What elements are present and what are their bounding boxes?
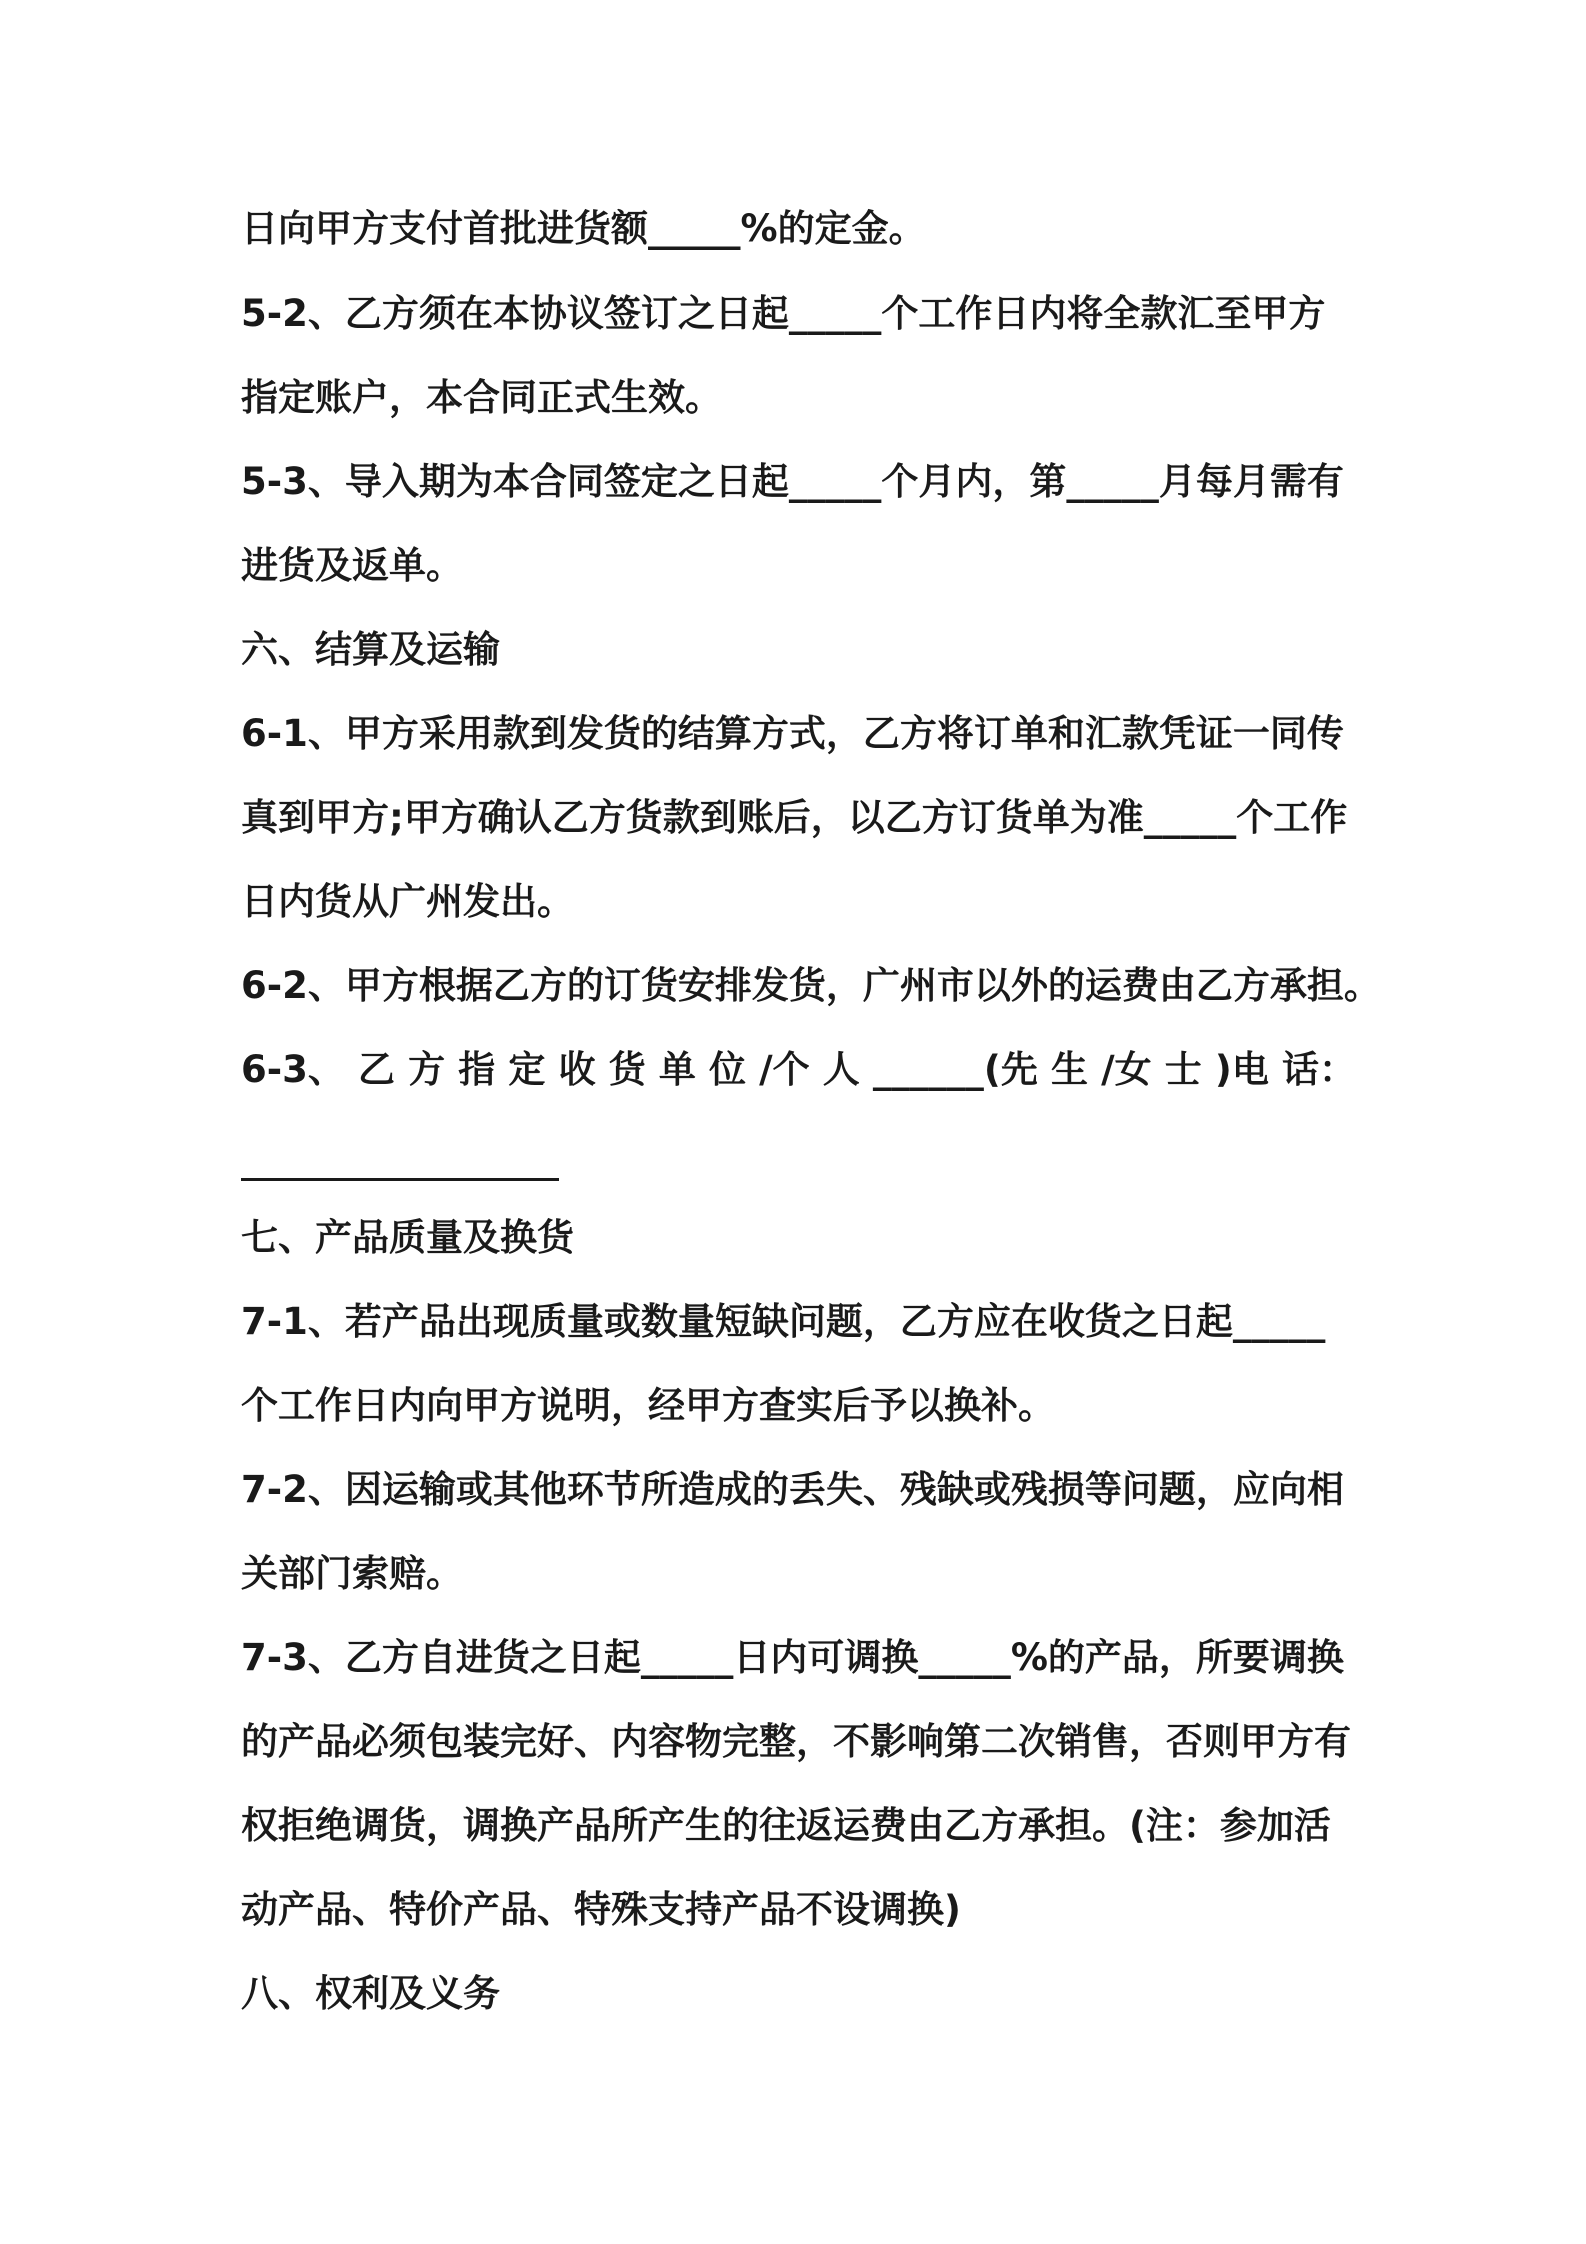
text-fragment: 话： [1281, 1048, 1356, 1091]
text-line: 日内货从广州发出。 [241, 880, 574, 923]
text-line: 6-2、甲方根据乙方的订货安排发货，广州市以外的运费由乙方承担。 [241, 964, 1381, 1007]
section-heading: 六、结算及运输 [241, 628, 500, 671]
text-line: 权拒绝调货，调换产品所产生的往返运费由乙方承担。(注：参加活 [241, 1804, 1331, 1847]
text-fragment: 方 [408, 1048, 446, 1091]
text-line: 个工作日内向甲方说明，经甲方查实后予以换补。 [241, 1384, 1055, 1427]
section-heading: 八、权利及义务 [241, 1972, 500, 2015]
text-fragment: /女 [1101, 1048, 1152, 1091]
text-line: 6-1、甲方采用款到发货的结算方式，乙方将订单和汇款凭证一同传 [241, 712, 1344, 755]
text-fragment: 士 [1164, 1048, 1202, 1091]
text-fragment: 单 [658, 1048, 696, 1091]
text-line: 的产品必须包装完好、内容物完整，不影响第二次销售，否则甲方有 [241, 1720, 1351, 1763]
text-fragment: 位 [708, 1048, 746, 1091]
text-line: 5-3、导入期为本合同签定之日起_____个月内，第_____月每月需有 [241, 460, 1344, 503]
text-fragment: 生 [1050, 1048, 1088, 1091]
text-line: 7-1、若产品出现质量或数量短缺问题，乙方应在收货之日起_____ [241, 1300, 1326, 1343]
text-line: 7-3、乙方自进货之日起_____日内可调换_____%的产品，所要调换 [241, 1636, 1344, 1679]
text-fragment: 收 [558, 1048, 596, 1091]
text-fragment: 货 [608, 1048, 646, 1091]
text-fragment: ______(先 [872, 1048, 1038, 1091]
text-line: 指定账户，本合同正式生效。 [241, 376, 722, 419]
section-heading: 七、产品质量及换货 [241, 1216, 574, 1259]
phone-fill-in-blank [241, 1178, 559, 1181]
text-line: 5-2、乙方须在本协议签订之日起_____个工作日内将全款汇至甲方 [241, 292, 1326, 335]
text-fragment: 定 [508, 1048, 546, 1091]
justified-text-line [241, 1045, 1356, 1095]
text-fragment: )电 [1214, 1048, 1269, 1091]
text-fragment: 6-3、 [241, 1048, 345, 1091]
text-line: 7-2、因运输或其他环节所造成的丢失、残缺或残损等问题，应向相 [241, 1468, 1344, 1511]
text-fragment: /个 [759, 1048, 810, 1091]
text-line: 动产品、特价产品、特殊支持产品不设调换) [241, 1888, 961, 1931]
text-line: 关部门索赔。 [241, 1552, 463, 1595]
text-line: 真到甲方;甲方确认乙方货款到账后，以乙方订货单为准_____个工作 [241, 796, 1348, 839]
text-fragment: 指 [458, 1048, 496, 1091]
text-fragment: 乙 [358, 1048, 395, 1091]
text-fragment: 人 [822, 1048, 860, 1091]
text-line: 日向甲方支付首批进货额_____%的定金。 [241, 207, 926, 250]
text-line: 进货及返单。 [241, 544, 463, 587]
